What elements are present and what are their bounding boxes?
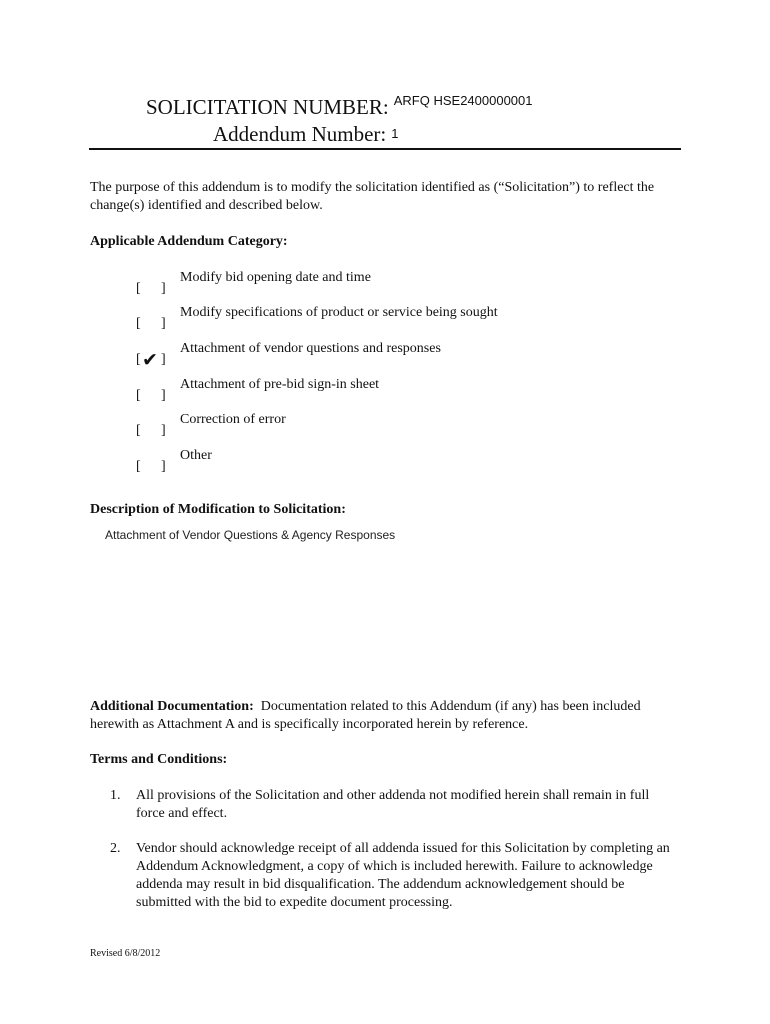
category-item-label: Modify specifications of product or service being sought (180, 305, 498, 320)
category-item-correction-of-error: [ ] Correction of error (136, 412, 286, 438)
category-item-label: Correction of error (180, 412, 286, 427)
terms-heading: Terms and Conditions: (90, 752, 228, 767)
addendum-number-field[interactable]: 1 (391, 126, 399, 141)
category-item-label: Attachment of pre-bid sign-in sheet (180, 377, 380, 392)
addendum-number-row (213, 122, 398, 147)
category-item-other: [ ] Other (136, 448, 212, 474)
term-text: All provisions of the Solicitation and other addenda not modified herein shall remain in full force and effect. (136, 788, 650, 821)
term-item (110, 787, 670, 823)
additional-documentation-heading: Additional Documentation: (90, 699, 254, 714)
category-heading: Applicable Addendum Category: (90, 234, 288, 249)
check-mark-icon: ✔ (142, 349, 158, 371)
header-divider (89, 148, 681, 150)
addendum-number-label: Addendum Number: (213, 122, 387, 146)
additional-documentation-paragraph (90, 698, 680, 734)
description-field[interactable]: Attachment of Vendor Questions & Agency Responses (105, 528, 396, 542)
solicitation-number-row (146, 95, 533, 120)
term-text: Vendor should acknowledge receipt of all addenda issued for this Solicitation by completing an Addendum Acknowledgment, a copy of which is included herewith. Failure to acknowledge addenda may result in bid disqualification. The addendum acknowledgement should be submitted with the bid to expedite document processing. (136, 841, 670, 910)
solicitation-number-label: SOLICITATION NUMBER: (146, 95, 389, 119)
category-item-modify-bid-date: [ ] Modify bid opening date and time (136, 270, 371, 296)
category-item-label: Modify bid opening date and time (180, 270, 371, 285)
purpose-paragraph: The purpose of this addendum is to modify the solicitation identified as (“Solicitation”) to reflect the change(s) identified and described below. (90, 180, 655, 213)
term-number: 2. (110, 841, 121, 856)
category-item-label: Attachment of vendor questions and responses (180, 341, 441, 356)
revised-date: Revised 6/8/2012 (90, 948, 161, 959)
category-item-vendor-questions: [ ✔ ] Attachment of vendor questions and responses (136, 341, 441, 371)
category-item-pre-bid-sheet: [ ] Attachment of pre-bid sign-in sheet (136, 377, 380, 403)
term-number: 1. (110, 788, 121, 803)
description-heading: Description of Modification to Solicitation: (90, 502, 346, 517)
category-item-modify-specifications: [ ] Modify specifications of product or service being sought (136, 305, 498, 331)
additional-documentation-text: Documentation related to this Addendum (if any) has been included herewith as Attachment A and is specifically incorporated herein by reference. (90, 699, 641, 732)
term-item (110, 840, 670, 912)
category-item-label: Other (180, 448, 212, 463)
solicitation-number-field[interactable]: ARFQ HSE2400000001 (393, 93, 533, 108)
